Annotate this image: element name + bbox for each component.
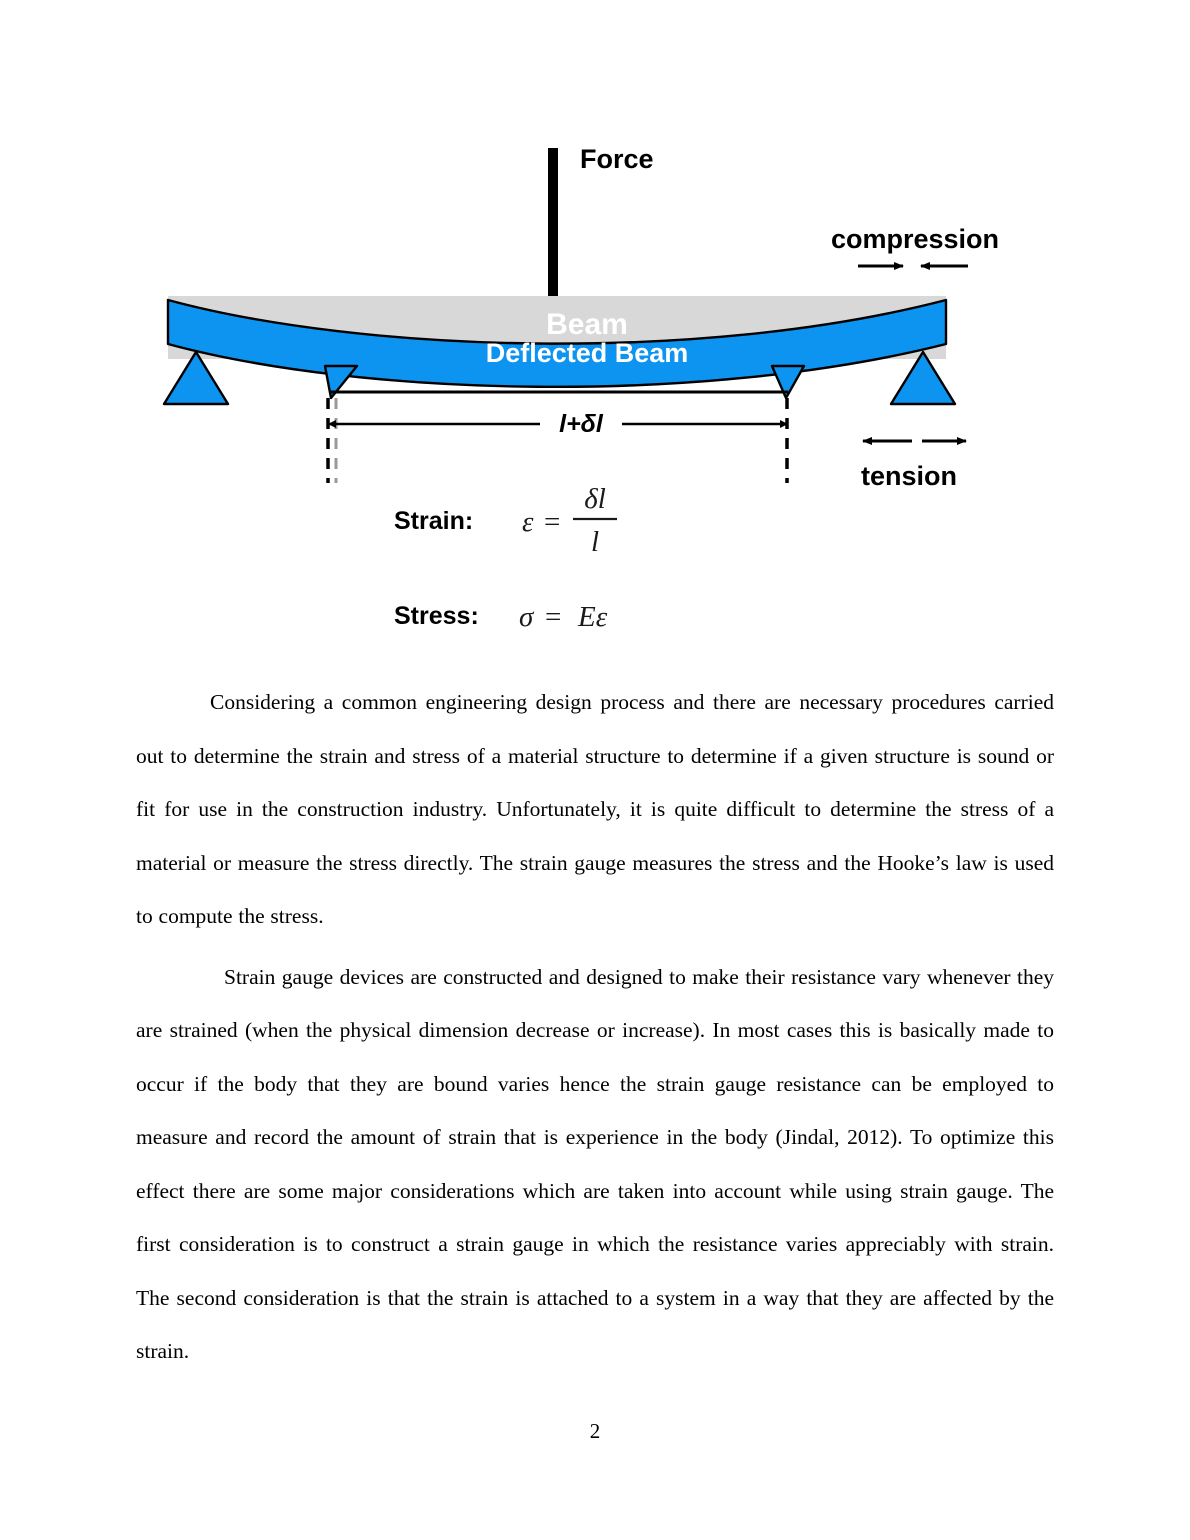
strain-epsilon: ε bbox=[522, 506, 534, 538]
deflected-beam-label: Deflected Beam bbox=[485, 338, 689, 368]
dimension-label: l+δl bbox=[559, 410, 603, 438]
paragraph-1: Considering a common engineering design process and there are necessary procedures carried out to determine the strain and stress of a material structure to determine if a given structure is sound or fit for use in the construction industry. Unfortunately, it is quite difficult to determine the stress of a material or measure the stress directly. The strain gauge measures the stress and the Hooke’s law is used to compute the stress. bbox=[136, 690, 1054, 928]
strain-denominator: l bbox=[590, 526, 600, 558]
left-outer-support-icon bbox=[164, 352, 228, 404]
tension-label: tension bbox=[860, 461, 958, 491]
stress-equals: = bbox=[545, 601, 562, 633]
strain-label: Strain: bbox=[394, 507, 474, 535]
body-text bbox=[136, 676, 1054, 1379]
strain-equals: = bbox=[544, 506, 561, 538]
right-outer-support-icon bbox=[891, 352, 955, 404]
force-label: Force bbox=[580, 144, 654, 174]
dimension-extension-lines bbox=[328, 398, 787, 483]
beam-label: Beam bbox=[546, 308, 628, 341]
page-number: 2 bbox=[589, 1419, 601, 1443]
stress-formula bbox=[519, 601, 608, 633]
strain-formula bbox=[522, 483, 617, 558]
compression-label: compression bbox=[830, 224, 1000, 254]
stress-sigma: σ bbox=[519, 601, 534, 633]
strain-numerator: δl bbox=[584, 483, 606, 515]
stress-label: Stress: bbox=[394, 602, 479, 630]
paragraph-2: Strain gauge devices are constructed and designed to make their resistance vary whenever they are strained (when the physical dimension decrease or increase). In most cases this is basically made to occur if the body that they are bound varies hence the strain gauge resistance can be employed to measure and record the amount of strain that is experience in the body (Jindal, 2012). To optimize this effect there are some major considerations which are taken into account while using strain gauge. The first consideration is to construct a strain gauge in which the resistance varies appreciably with strain. The second consideration is that the strain is attached to a system in a way that they are affected by the strain. bbox=[136, 964, 1054, 1363]
stress-rhs: Eε bbox=[578, 601, 608, 633]
beam-deflection-figure bbox=[0, 0, 1190, 660]
